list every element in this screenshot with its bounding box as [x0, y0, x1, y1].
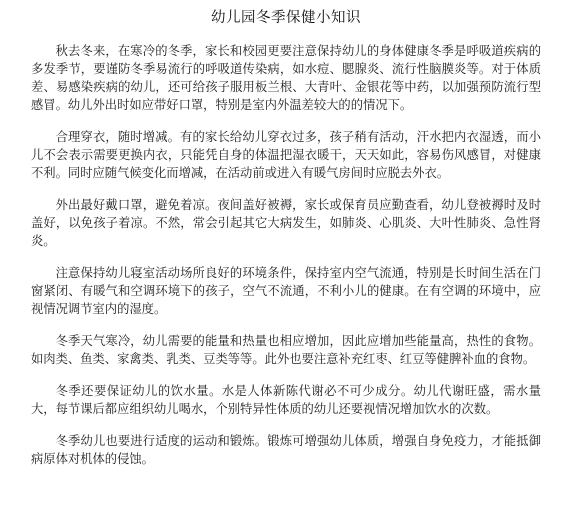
document-title: 幼儿园冬季保健小知识: [211, 10, 361, 26]
paragraph-7: 冬季幼儿也要进行适度的运动和锻炼。锻炼可增强幼儿体质，增强自身免疫力，才能抵御病原体对机体的侵蚀。: [31, 434, 541, 466]
paragraph-3: 外出最好戴口罩，避免着凉。夜间盖好被褥，家长或保育员应勤查看，幼儿登被褥时及时盖好，以免孩子着凉。不然，常会引起其它大病发生，如肺炎、心肌炎、大叶性肺炎、急性肾炎。: [31, 198, 541, 248]
paragraph-1: 秋去冬来，在寒冷的冬季，家长和校园更要注意保持幼儿的身体健康冬季是呼吸道疾病的多发季节，要谨防冬季易流行的呼吸道传染病，如水痘、腮腺炎、流行性脑膜炎等。对于体质差、易感染疾病的幼儿，还可给孩子服用板兰根、大青叶、金银花等中药，以加强预防流行型感冒。幼儿外出时如应带好口罩，特别是室内外温差较大的的情况下。: [31, 44, 541, 112]
paragraph-6: 冬季还要保证幼儿的饮水量。水是人体新陈代谢必不可少成分。幼儿代谢旺盛，需水量大，每节课后都应组织幼儿喝水，个别特异性体质的幼儿还要视情况增加饮水的次数。: [31, 384, 541, 416]
paragraph-2: 合理穿衣，随时增减。有的家长给幼儿穿衣过多，孩子稍有活动，汗水把内衣湿透，而小儿不会表示需要更换内衣，只能凭自身的体温把湿衣暖干，天天如此，容易伤风感冒，对健康不利。同时应随气候变化而增减，在活动前或进入有暖气房间时应脱去外衣。: [31, 130, 541, 180]
paragraph-4: 注意保持幼儿寝室活动场所良好的环境条件，保持室内空气流通，特别是长时间生活在门窗紧闭、有暖气和空调环境下的孩子，空气不流通，不利小儿的健康。在有空调的环境中，应视情况调节室内的湿度。: [31, 266, 541, 316]
paragraph-5: 冬季天气寒冷，幼儿需要的能量和热量也相应增加，因此应增加些能量高，热性的食物。如肉类、鱼类、家禽类、乳类、豆类等等。此外也要注意补充红枣、红豆等健脾补血的食物。: [31, 334, 541, 366]
